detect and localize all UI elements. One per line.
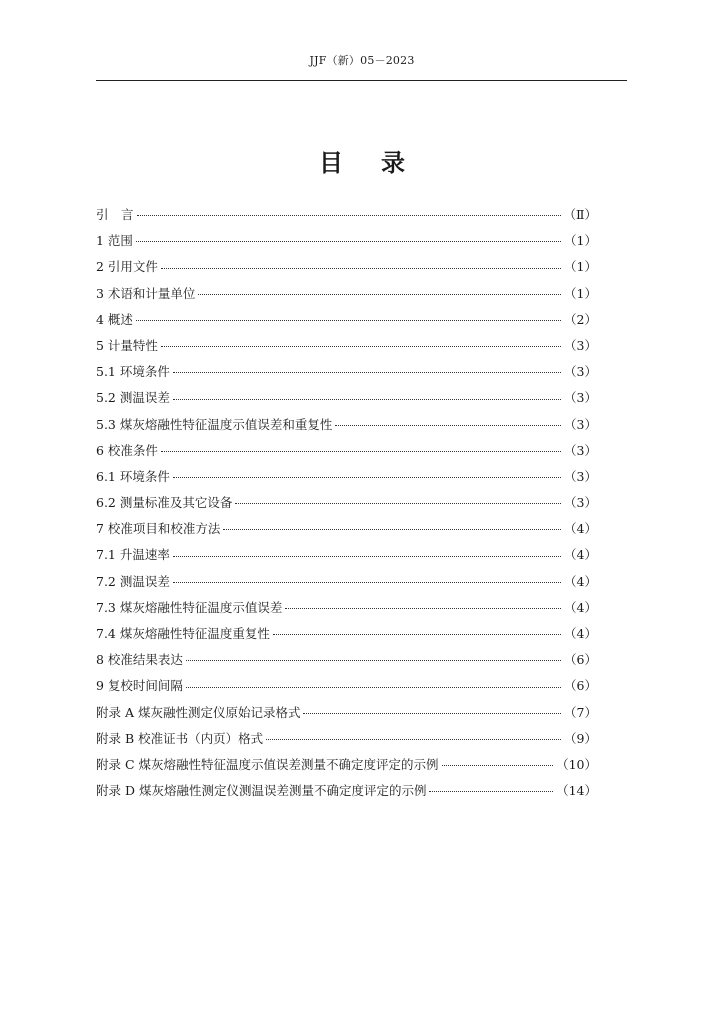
toc-entry-label: 7.3 煤灰熔融性特征温度示值误差	[96, 599, 283, 615]
toc-entry[interactable]	[96, 385, 597, 411]
toc-entry-page: （10）	[556, 756, 597, 772]
toc-entry[interactable]	[96, 542, 597, 568]
toc-entry-page: （1）	[564, 259, 597, 275]
toc-entry-label: 6 校准条件	[96, 442, 158, 458]
toc-entry-page: （4）	[564, 573, 597, 589]
toc-entry-page: （3）	[564, 390, 597, 406]
toc-leader-dots	[235, 503, 561, 504]
toc-leader-dots	[285, 608, 561, 609]
toc-entry-label: 7.4 煤灰熔融性特征温度重复性	[96, 626, 270, 641]
toc-entry-label: 5.3 煤灰熔融性特征温度示值误差和重复性	[96, 416, 333, 432]
toc-leader-dots	[442, 765, 554, 766]
toc-entry[interactable]	[96, 673, 597, 699]
toc-leader-dots	[266, 739, 561, 740]
toc-entry-label: 2 引用文件	[96, 259, 158, 275]
toc-leader-dots	[173, 399, 561, 400]
toc-leader-dots	[137, 215, 561, 216]
toc-entry[interactable]	[96, 412, 597, 438]
toc-entry-page: （3）	[564, 495, 597, 511]
toc-entry-label: 9 复校时间间隔	[96, 678, 183, 694]
toc-leader-dots	[173, 582, 561, 583]
toc-entry-label: 5.1 环境条件	[96, 364, 170, 380]
toc-leader-dots	[136, 320, 561, 321]
toc-entry-page: （6）	[564, 652, 597, 668]
toc-entry-label: 6.1 环境条件	[96, 468, 170, 484]
toc-entry[interactable]	[96, 726, 597, 752]
toc-entry-label: 4 概述	[96, 311, 133, 327]
toc-entry-page: （7）	[564, 704, 597, 720]
toc-entry-page: （9）	[564, 730, 597, 746]
toc-entry[interactable]	[96, 359, 597, 385]
toc-entry-label: 5.2 测温误差	[96, 390, 170, 406]
toc-entry-label: 附录 A 煤灰融性测定仪原始记录格式	[96, 704, 301, 720]
toc-leader-dots	[161, 346, 561, 347]
toc-leader-dots	[173, 477, 561, 478]
toc-entry-label: 5 计量特性	[96, 337, 158, 353]
toc-entry[interactable]	[96, 752, 597, 778]
toc-entry-page: （3）	[564, 364, 597, 380]
toc-entry-label: 6.2 测量标准及其它设备	[96, 495, 233, 511]
toc-entry-page: （1）	[564, 233, 597, 249]
toc-leader-dots	[136, 241, 561, 242]
toc-entry[interactable]	[96, 202, 597, 228]
toc-entry-page: （4）	[564, 626, 597, 641]
toc-entry-label: 引 言	[96, 207, 134, 222]
toc-leader-dots	[161, 268, 561, 269]
toc-entry[interactable]	[96, 516, 597, 542]
toc-entry[interactable]	[96, 333, 597, 359]
toc-entry[interactable]	[96, 438, 597, 464]
toc-leader-dots	[173, 556, 561, 557]
toc-entry[interactable]	[96, 281, 597, 307]
toc-entry-label: 7 校准项目和校准方法	[96, 521, 221, 537]
toc-entry-page: （3）	[564, 468, 597, 484]
toc-leader-dots	[198, 294, 561, 295]
toc-entry-page: （14）	[556, 783, 597, 799]
toc-entry-label: 1 范围	[96, 233, 133, 249]
toc-entry-label: 附录 D 煤灰熔融性测定仪测温误差测量不确定度评定的示例	[96, 783, 427, 799]
toc-entry[interactable]	[96, 228, 597, 254]
toc-leader-dots	[273, 634, 561, 635]
toc-entry-page: （Ⅱ）	[563, 207, 597, 222]
page-title: 目录	[319, 148, 443, 177]
toc-entry-page: （2）	[564, 311, 597, 327]
toc-leader-dots	[186, 687, 561, 688]
toc-entry[interactable]	[96, 254, 597, 280]
table-of-contents	[96, 202, 597, 804]
toc-entry[interactable]	[96, 778, 597, 804]
toc-entry-label: 3 术语和计量单位	[96, 285, 196, 301]
toc-entry-page: （1）	[564, 285, 597, 301]
toc-entry-page: （4）	[564, 547, 597, 563]
toc-entry-label: 附录 C 煤灰熔融性特征温度示值误差测量不确定度评定的示例	[96, 756, 439, 772]
toc-entry-label: 8 校准结果表达	[96, 652, 183, 668]
toc-entry[interactable]	[96, 647, 597, 673]
toc-entry[interactable]	[96, 490, 597, 516]
header-divider	[96, 80, 627, 81]
toc-leader-dots	[223, 529, 561, 530]
toc-entry-page: （6）	[564, 678, 597, 694]
toc-entry-page: （4）	[564, 521, 597, 537]
toc-entry-label: 附录 B 校准证书（内页）格式	[96, 730, 264, 746]
toc-entry[interactable]	[96, 700, 597, 726]
toc-entry[interactable]	[96, 595, 597, 621]
toc-entry-page: （3）	[564, 416, 597, 432]
toc-entry[interactable]	[96, 621, 597, 647]
toc-leader-dots	[335, 425, 561, 426]
toc-entry[interactable]	[96, 307, 597, 333]
toc-entry[interactable]	[96, 464, 597, 490]
document-code-header: JJF（新）05－2023	[309, 54, 415, 67]
toc-entry-page: （3）	[564, 442, 597, 458]
toc-leader-dots	[186, 660, 561, 661]
toc-entry-page: （4）	[564, 599, 597, 615]
toc-entry-label: 7.1 升温速率	[96, 547, 170, 563]
toc-leader-dots	[161, 451, 561, 452]
toc-leader-dots	[173, 372, 561, 373]
toc-entry-label: 7.2 测温误差	[96, 573, 170, 589]
toc-leader-dots	[303, 713, 561, 714]
toc-entry-page: （3）	[564, 337, 597, 353]
toc-entry[interactable]	[96, 569, 597, 595]
toc-leader-dots	[429, 791, 553, 792]
